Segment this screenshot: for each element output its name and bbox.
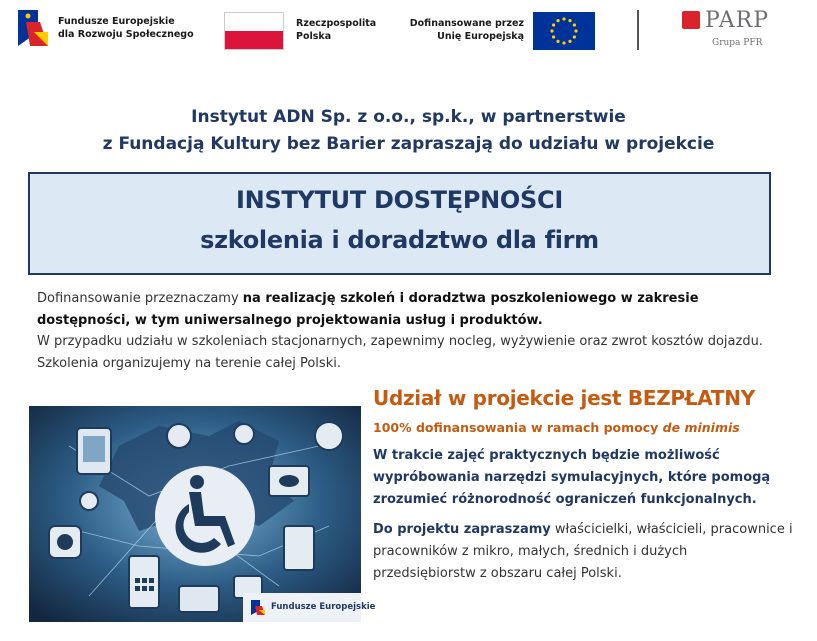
intro-heading: [0, 104, 817, 158]
free-participation-title: Udział w projekcie jest BEZPŁATNY: [373, 386, 755, 410]
eu-line-1: Dofinansowane przez: [409, 18, 524, 29]
eu-star: [562, 41, 565, 44]
eu-star: [552, 35, 555, 38]
eu-star: [562, 17, 565, 20]
polish-flag-icon: [224, 12, 284, 50]
description-paragraph: [37, 288, 782, 374]
practical-classes-paragraph: W trakcie zajęć praktycznych będzie możliwość wypróbowania narzędzi symulacyjnych, które pomogą zrozumieć różnorodność ograniczeń funkcjonalnych.: [373, 448, 771, 507]
funding-subtitle-main: 100% dofinansowania w ramach pomocy: [373, 420, 663, 435]
funding-subtitle-italic: de minimis: [662, 420, 740, 435]
eu-star: [568, 19, 571, 22]
eu-star: [573, 35, 576, 38]
fundusze-europejskie-logo-icon: [18, 6, 50, 50]
logo-divider: [637, 10, 639, 50]
parp-mark-icon: [682, 11, 700, 29]
parp-logo: [682, 8, 770, 48]
funding-subtitle: [373, 420, 793, 435]
invitation-rest: właścicielki, właścicieli, pracownice i pracowników z mikro, małych, średnich i dużych przedsiębiorstw z obszaru całej Polski.: [373, 522, 793, 581]
eu-star: [556, 40, 559, 43]
fe-line-1: Fundusze Europejskie: [58, 16, 175, 27]
pl-logo-text: [296, 17, 376, 43]
eu-star: [574, 29, 577, 32]
eu-flag-icon: [533, 12, 595, 50]
title-main: INSTYTUT DOSTĘPNOŚCI: [236, 186, 563, 214]
right-column: [373, 386, 793, 585]
title-box: [28, 172, 771, 275]
logo-bar: [0, 0, 817, 62]
fe-image-badge: [243, 593, 376, 622]
eu-star: [550, 29, 553, 32]
fe-badge-icon: [251, 600, 265, 615]
pl-line-2: Polska: [296, 31, 332, 42]
title-sub: szkolenia i doradztwo dla firm: [200, 226, 599, 254]
intro-line-1: Instytut ADN Sp. z o.o., sp.k., w partnerstwie: [191, 107, 626, 127]
invitation-bold: Do projektu zapraszamy: [373, 522, 551, 537]
eu-star: [552, 23, 555, 26]
para-bold: na realizację szkoleń i doradztwa poszkoleniowego w zakresie dostępności, w tym uniwersalnego projektowania usług i produktów.: [37, 291, 699, 328]
eu-logo-text: [404, 17, 524, 43]
pl-line-1: Rzeczpospolita: [296, 18, 377, 29]
invitation-paragraph: [373, 519, 793, 585]
eu-line-2: Unię Europejską: [437, 31, 524, 42]
para-lead: Dofinansowanie przeznaczamy: [37, 291, 243, 306]
accessibility-collage-icon: [29, 406, 361, 622]
parp-name: PARP: [705, 8, 770, 33]
eu-star: [556, 19, 559, 22]
fe-badge-text: Fundusze Europejskie: [271, 602, 376, 612]
fe-line-2: dla Rozwoju Społecznego: [58, 29, 194, 40]
eu-star: [573, 23, 576, 26]
intro-line-2: z Fundacją Kultury bez Barier zapraszają do udziału w projekcie: [102, 134, 715, 154]
fe-logo-text: [58, 15, 194, 41]
para-rest: W przypadku udziału w szkoleniach stacjonarnych, zapewnimy nocleg, wyżywienie oraz zwrot kosztów dojazdu. Szkolenia organizujemy na terenie całej Polski.: [37, 334, 763, 371]
accessibility-illustration: [29, 406, 376, 622]
parp-subtitle: Grupa PFR: [712, 38, 763, 48]
eu-star: [568, 40, 571, 43]
